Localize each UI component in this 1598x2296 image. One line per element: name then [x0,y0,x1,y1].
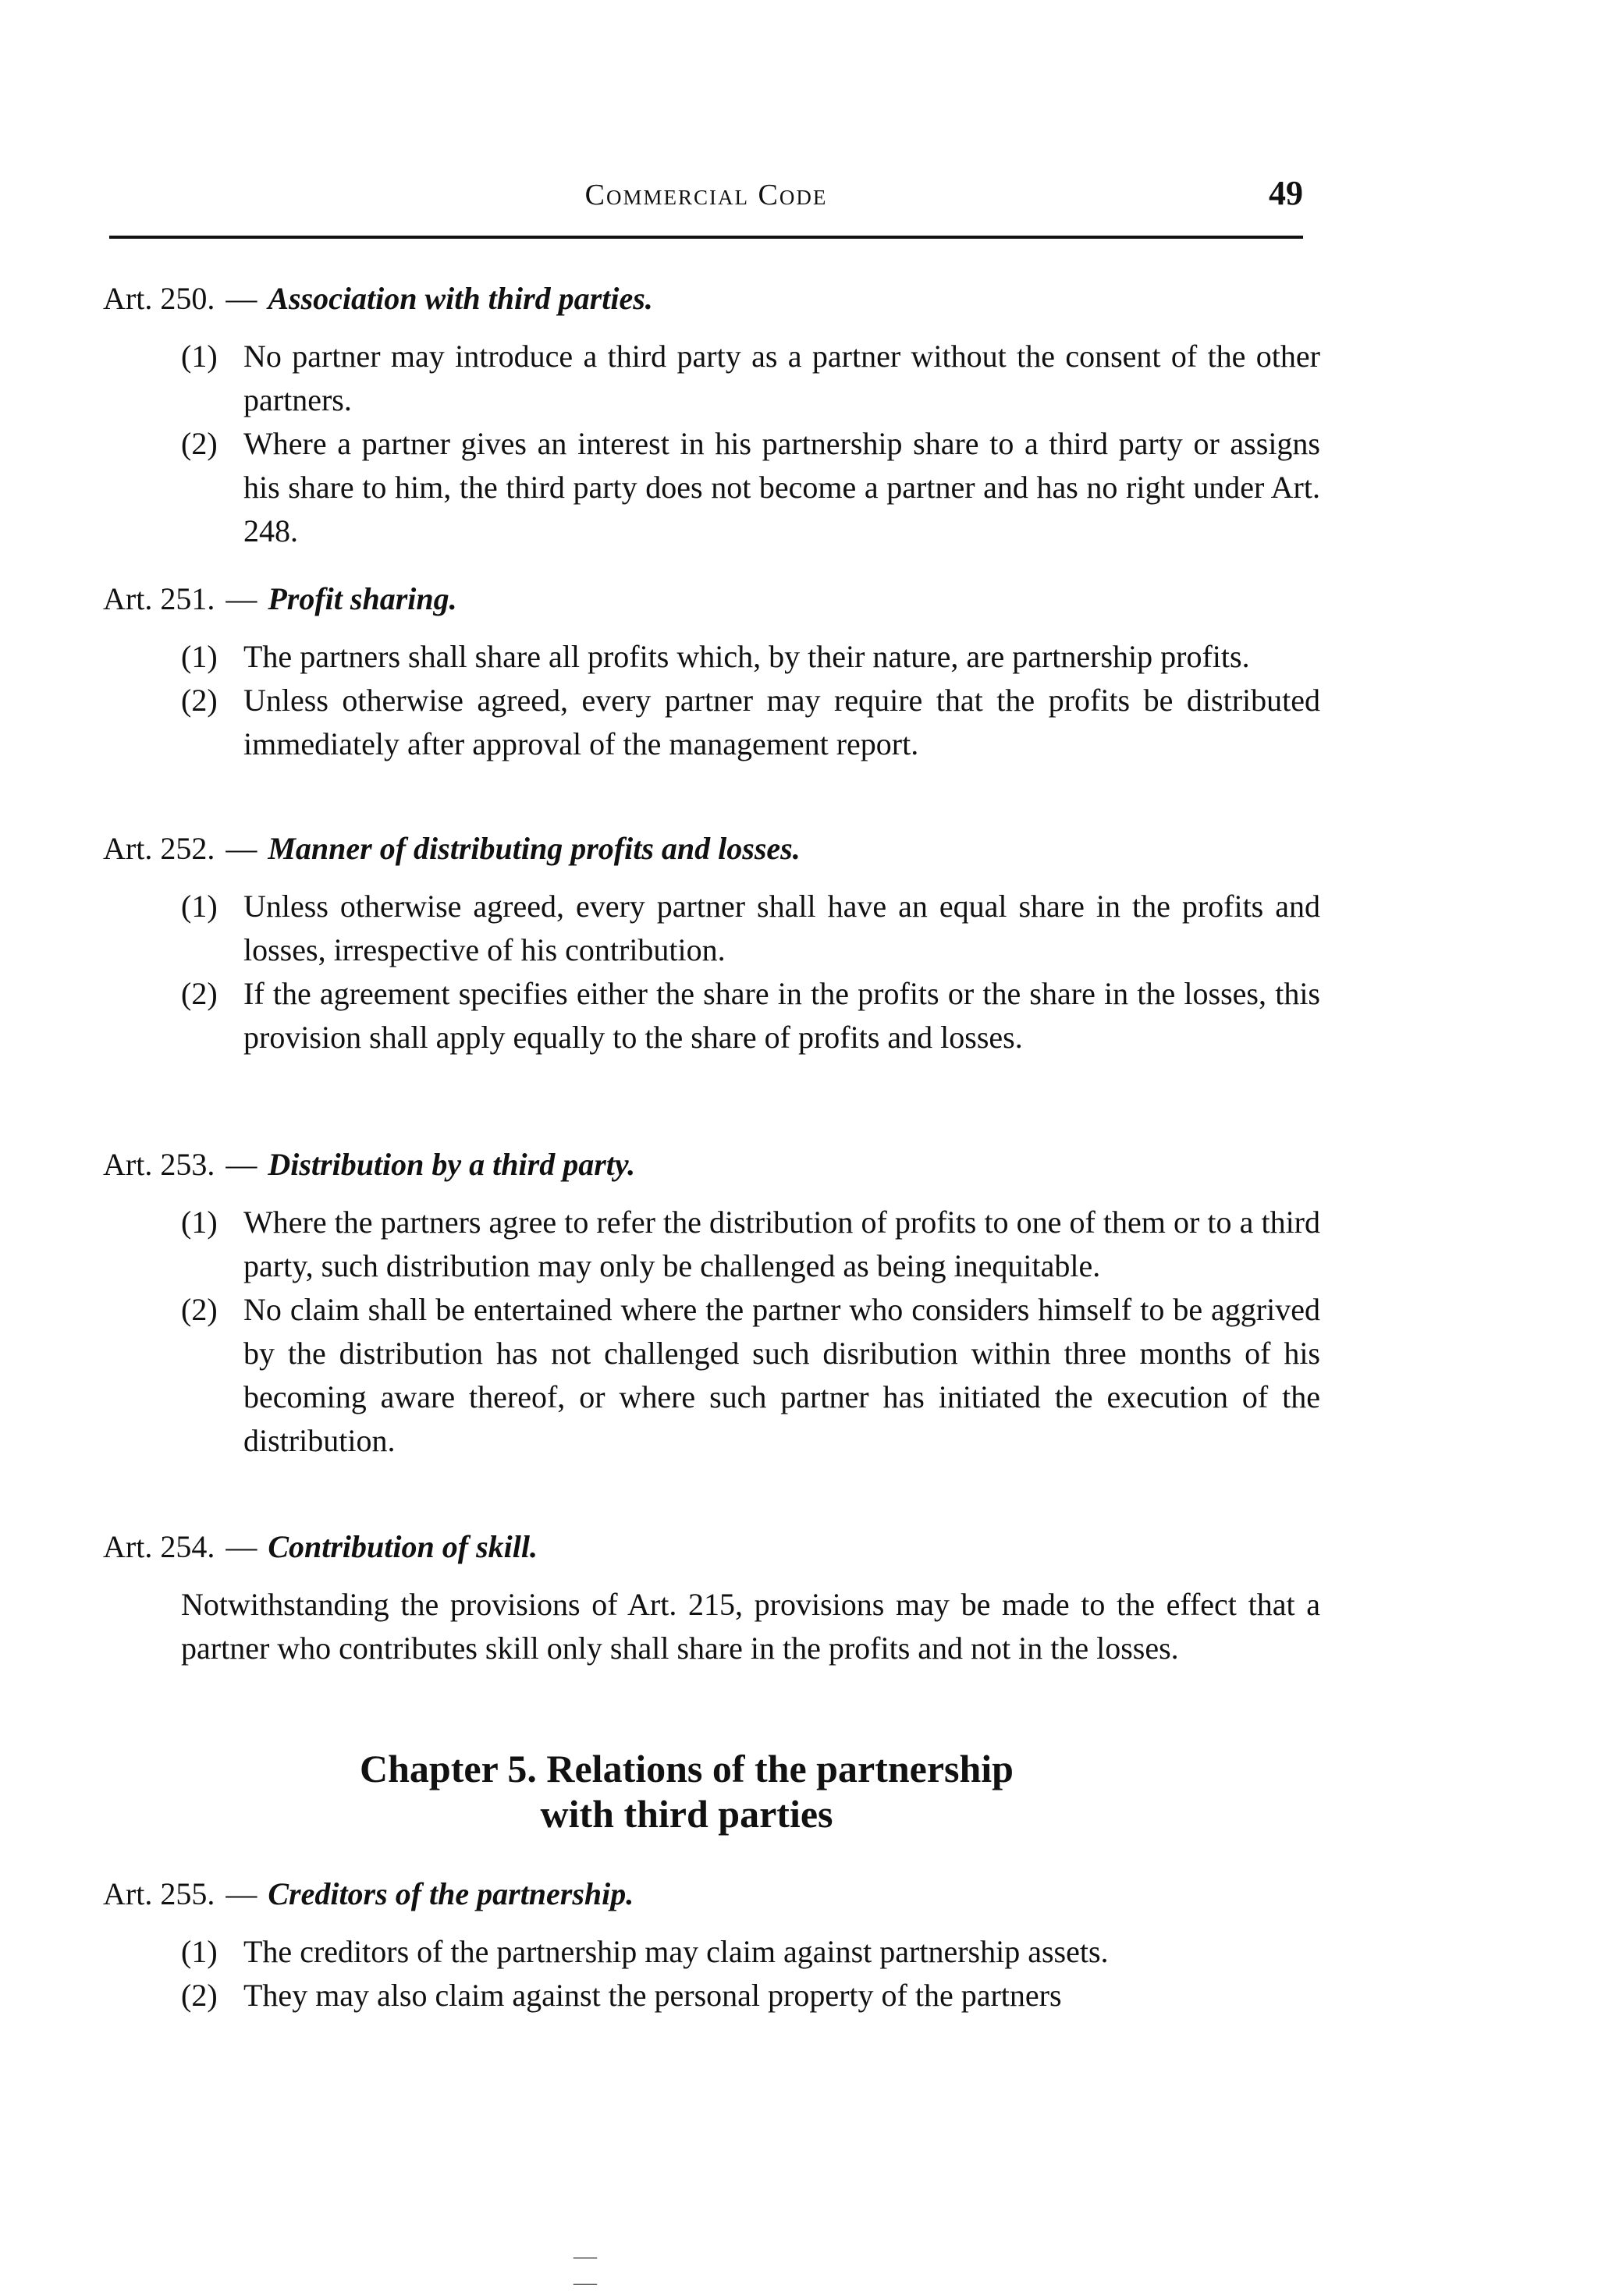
paragraph-number: (1) [181,1205,218,1240]
article-title: Creditors of the partnership. [268,1876,634,1911]
paragraph-text: The creditors of the partnership may claim against partnership assets. [243,1934,1109,1969]
chapter-heading-line-1: Chapter 5. Relations of the partnership [360,1747,1014,1790]
heading-dash: — [225,1529,257,1564]
article-title: Distribution by a third party. [268,1147,636,1182]
article-paragraph [103,1288,1320,1463]
article-paragraph [103,1974,1320,2017]
paragraph-number: (2) [181,426,218,461]
paragraph-text: The partners shall share all profits which, by their nature, are partnership profits. [243,639,1250,674]
article-title: Association with third parties. [268,281,653,316]
article-paragraph [103,422,1320,553]
article-number: Art. 254. [103,1529,215,1564]
article-250 [103,277,1320,553]
article-heading [103,1525,1320,1569]
paragraph-number: (1) [181,1934,218,1969]
running-title: Commercial Code [584,179,828,211]
article-heading [103,577,1320,621]
article-paragraph [103,1930,1320,1974]
article-heading [103,1143,1320,1187]
footer-mark: — — [574,2243,597,2295]
article-title: Contribution of skill. [268,1529,538,1564]
article-heading [103,827,1320,871]
article-254 [103,1525,1320,1670]
paragraph-text: Where the partners agree to refer the distribution of profits to one of them or to a third party, such distribution may only be challenged as being inequitable. [243,1205,1320,1283]
header-rule [109,236,1303,239]
article-heading [103,1872,1320,1916]
heading-dash: — [225,581,257,616]
paragraph-text: No partner may introduce a third party as a partner without the consent of the other partners. [243,339,1320,417]
paragraph-text: No claim shall be entertained where the partner who considers himself to be aggrived by the distribution has not challenged such disribution within three months of his becoming aware thereof, or where such partner has initiated the execution of the distribution. [243,1292,1320,1458]
paragraph-text: If the agreement specifies either the share in the profits or the share in the losses, this provision shall apply equally to the share of profits and losses. [243,976,1320,1055]
article-253 [103,1143,1320,1463]
page-number: 49 [1269,174,1303,212]
article-number: Art. 255. [103,1876,215,1911]
article-number: Art. 253. [103,1147,215,1182]
paragraph-text: Unless otherwise agreed, every partner shall have an equal share in the profits and losses, irrespective of his contribution. [243,889,1320,967]
chapter-heading [234,1746,1139,1836]
article-number: Art. 252. [103,831,215,866]
article-paragraph [103,335,1320,422]
heading-dash: — [225,1147,257,1182]
article-paragraph [103,885,1320,972]
paragraph-text: They may also claim against the personal property of the partners [243,1978,1062,2013]
article-number: Art. 250. [103,281,215,316]
paragraph-number: (2) [181,683,218,718]
article-body: Notwithstanding the provisions of Art. 215, provisions may be made to the effect that a partner who contributes skill only shall share in the profits and not in the losses. [181,1587,1320,1666]
heading-dash: — [225,831,257,866]
paragraph-number: (1) [181,639,218,674]
article-252 [103,827,1320,1059]
heading-dash: — [225,281,257,316]
paragraph-text: Where a partner gives an interest in his partnership share to a third party or assigns his share to him, the third party does not become a partner and has no right under Art. 248. [243,426,1320,548]
paragraph-text: Unless otherwise agreed, every partner may require that the profits be distributed immediately after approval of the management report. [243,683,1320,761]
article-251 [103,577,1320,766]
article-title: Profit sharing. [268,581,457,616]
article-number: Art. 251. [103,581,215,616]
heading-dash: — [225,1876,257,1911]
running-head [109,170,1303,232]
paragraph-number: (2) [181,1292,218,1327]
article-heading [103,277,1320,321]
paragraph-number: (1) [181,339,218,374]
article-paragraph [103,972,1320,1059]
paragraph-number: (2) [181,976,218,1011]
paragraph-number: (2) [181,1978,218,2013]
article-255 [103,1872,1320,2017]
article-paragraph [103,635,1320,679]
article-paragraph [103,679,1320,766]
paragraph-number: (1) [181,889,218,924]
chapter-heading-line-2: with third parties [540,1792,833,1836]
article-paragraph [103,1201,1320,1288]
article-title: Manner of distributing profits and losses. [268,831,801,866]
